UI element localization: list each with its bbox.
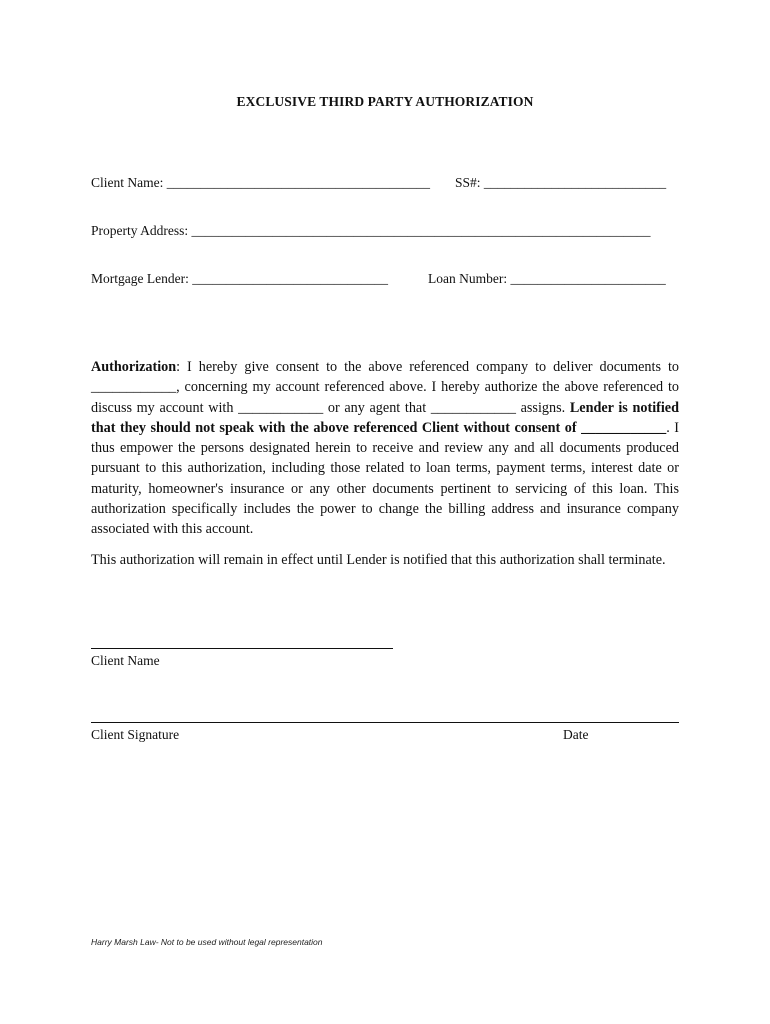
effect-paragraph: This authorization will remain in effect until Lender is notified that this authorization shall terminate.: [91, 552, 666, 568]
authorization-text-1: : I hereby give consent to the above referenced company to deliver documents to ____________, concerning my account referenced above. I hereby authorize the above referenced to discuss my account with ____________ or any agent that ____________ assigns.: [91, 359, 679, 416]
property-address-field[interactable]: Property Address: ____________________________________________________________________: [91, 223, 651, 238]
loan-number-field[interactable]: Loan Number: _______________________: [428, 271, 666, 286]
date-label: Date: [563, 727, 589, 742]
footer-note: Harry Marsh Law- Not to be used without legal representation: [91, 937, 323, 947]
lender-loan-row: [91, 271, 679, 287]
client-signature-line[interactable]: [91, 722, 679, 723]
document-title: EXCLUSIVE THIRD PARTY AUTHORIZATION: [236, 94, 534, 109]
client-name-line[interactable]: [91, 648, 393, 649]
ss-field[interactable]: SS#: ___________________________: [455, 175, 667, 190]
authorization-heading: Authorization: [91, 359, 177, 375]
authorization-text-2: . I thus empower the persons designated herein to receive and review any and all documents produced pursuant to this authorization, including those related to loan terms, payment terms, interest date or maturity, homeowner's insurance or any other documents pertinent to servicing of this loan. This authorization specifically includes the power to change the billing address and insurance company associated with this account.: [91, 419, 679, 538]
mortgage-lender-field[interactable]: Mortgage Lender: _____________________________: [91, 271, 388, 286]
client-name-label: Client Name: [91, 653, 160, 668]
client-name-field[interactable]: Client Name: _______________________________________: [91, 175, 430, 190]
authorization-paragraph: [91, 357, 679, 540]
client-name-ss-row: [91, 175, 679, 191]
lender-notice: Lender is notified that they should not speak with the above referenced Client without consent of ____________: [91, 399, 679, 436]
client-signature-label: Client Signature: [91, 727, 180, 742]
